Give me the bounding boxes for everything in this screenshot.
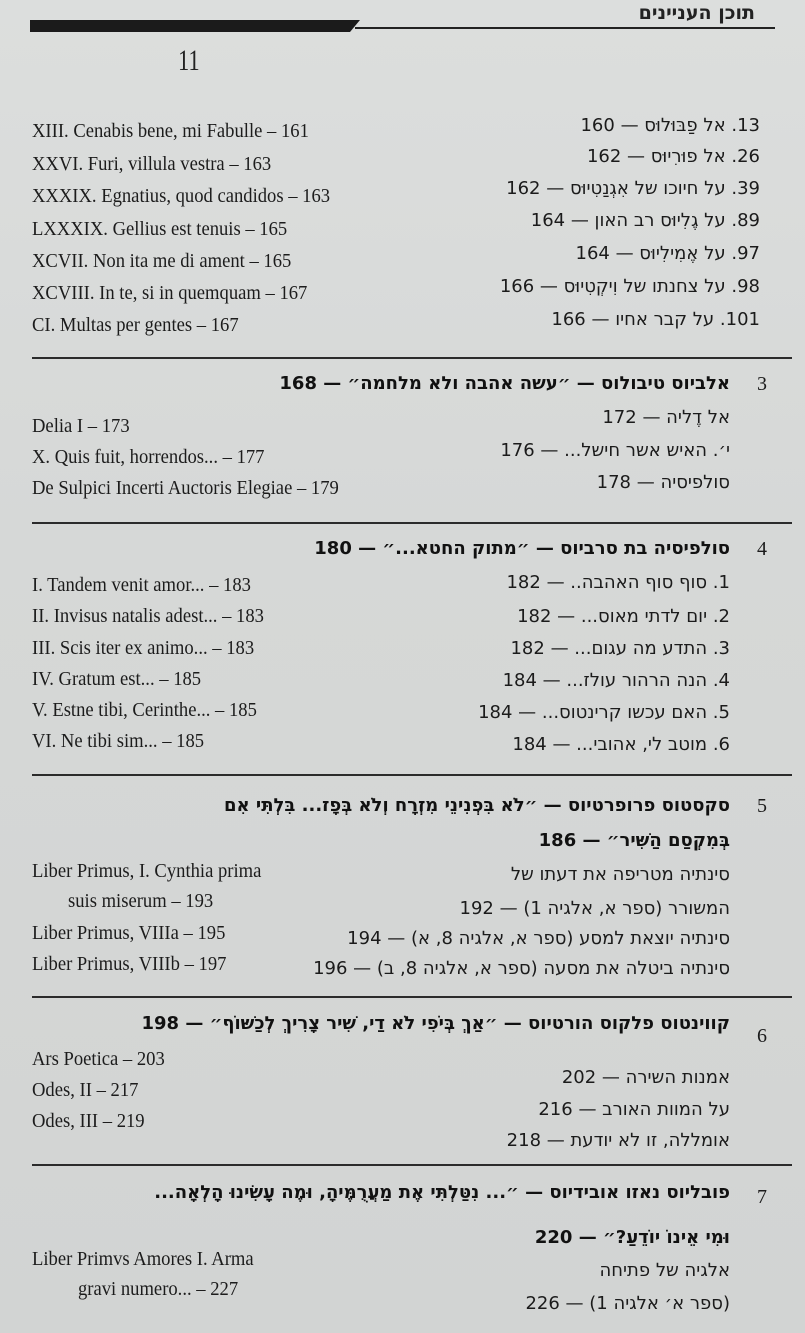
section-number: 5 [757, 795, 767, 817]
section-number: 7 [757, 1186, 767, 1208]
toc-entry-hebrew: 3. התדע מה עגום... — 182 [510, 638, 730, 659]
toc-entry-latin: XXVI. Furi, villula vestra – 163 [32, 153, 272, 175]
toc-entry-latin: Ars Poetica – 203 [32, 1048, 165, 1070]
toc-entry-hebrew: סינתיה מטריפה את דעתו של [510, 864, 730, 885]
toc-entry-latin: Odes, II – 217 [32, 1079, 139, 1101]
toc-entry-latin: VI. Ne tibi sim... – 185 [32, 730, 205, 752]
toc-entry-hebrew: סולפיסיה — 178 [596, 472, 730, 493]
section-title: פובליוס נאזו אובידיוס — ״... נִטַּלְתִּי אֶת מַעֲרֻמֶּיהָ, וּמֶה עָשִׂינוּ הָלְאָה... [154, 1182, 730, 1203]
header-thick-rule [30, 20, 360, 32]
toc-entry-hebrew: אל דֶליה — 172 [602, 407, 730, 428]
toc-entry-latin: X. Quis fuit, horrendos... – 177 [32, 446, 265, 468]
toc-entry-latin: IV. Gratum est... – 185 [32, 668, 202, 690]
toc-entry-latin: Liber Primus, VIIIb – 197 [32, 953, 227, 975]
toc-entry-latin: II. Invisus natalis adest... – 183 [32, 605, 264, 627]
section-title-continued: בְּמִקְסַם הַשִּׁיר״ — 186 [538, 830, 730, 851]
page-number: 11 [178, 44, 200, 77]
section-divider [32, 774, 792, 776]
toc-entry-hebrew: אלגיה של פתיחה [599, 1260, 730, 1281]
toc-entry-latin-continued: gravi numero... – 227 [78, 1278, 239, 1300]
toc-entry-hebrew: 5. האם עכשו קרינטוס... — 184 [478, 702, 730, 723]
toc-entry-latin: Liber Primus, VIIIa – 195 [32, 922, 226, 944]
toc-entry-latin: Delia I – 173 [32, 415, 130, 437]
toc-entry-latin: Liber Primvs Amores I. Arma [32, 1248, 254, 1270]
section-title: אלביוס טיבולוס — ״עשה אהבה ולא מלחמה״ — 168 [279, 373, 730, 394]
section-title: סקסטוס פרופרטיוס — ״לֹא בִּפְנִינֵי מִזְרָח וְלֹא בְּפָז... בִּלְתִּי אִם [224, 795, 730, 816]
toc-entry-hebrew: 98. על צחנתו של וִיקְטִיוּס — 166 [499, 276, 760, 297]
toc-entry-hebrew: 13. אל פַבּוּלוּס — 160 [580, 115, 760, 136]
section-title: סולפיסיה בת סרביוס — ״מתוק החטא...״ — 180 [314, 538, 730, 559]
toc-entry-hebrew: על המוות האורב — 216 [538, 1099, 730, 1120]
toc-entry-hebrew: 26. אל פוּרִיוּס — 162 [586, 146, 760, 167]
toc-entry-latin: XXXIX. Egnatius, quod candidos – 163 [32, 185, 331, 207]
toc-entry-hebrew: אומללה, זו לא יודעת — 218 [506, 1130, 730, 1151]
toc-entry-latin: Odes, III – 219 [32, 1110, 145, 1132]
toc-entry-latin: XCVIII. In te, si in quemquam – 167 [32, 282, 308, 304]
toc-entry-hebrew: 4. הנה הרהור עולז... — 184 [502, 670, 730, 691]
toc-entry-hebrew-continued: המשורר (ספר א, אלגיה 1) — 192 [459, 898, 730, 919]
toc-entry-latin: XCVII. Non ita me di ament – 165 [32, 250, 292, 272]
toc-entry-hebrew-continued: (ספר א׳ אלגיה 1) — 226 [525, 1293, 730, 1314]
section-number: 4 [757, 538, 767, 560]
toc-entry-hebrew: סינתיה יוצאת למסע (ספר א, אלגיה 8, א) — 194 [347, 928, 730, 949]
section-divider [32, 522, 792, 524]
section-divider [32, 1164, 792, 1166]
toc-entry-hebrew: י׳. האיש אשר חישל... — 176 [500, 440, 730, 461]
toc-entry-hebrew: סינתיה ביטלה את מסעה (ספר א, אלגיה 8, ב) — 196 [313, 958, 730, 979]
toc-entry-latin: De Sulpici Incerti Auctoris Elegiae – 179 [32, 477, 339, 499]
section-divider [32, 357, 792, 359]
toc-entry-hebrew: 1. סוף סוף האהבה.. — 182 [506, 572, 730, 593]
section-title: קווינטוס פלקוס הורטיוס — ״אַךְ בְּיֹפִי לֹא דַי, שִׁיר צָרִיךְ לְכַשּׁוֹף״ — 198 [141, 1013, 730, 1034]
toc-entry-latin: CI. Multas per gentes – 167 [32, 314, 239, 336]
toc-entry-hebrew: 97. על אֶמִילִיוּס — 164 [575, 243, 760, 264]
toc-entry-latin: III. Scis iter ex animo... – 183 [32, 637, 255, 659]
toc-entry-hebrew: 39. על חיוכו של אִגְנַטִיוּס — 162 [506, 178, 760, 199]
toc-entry-latin: XIII. Cenabis bene, mi Fabulle – 161 [32, 120, 309, 142]
toc-entry-latin-continued: suis miserum – 193 [68, 890, 214, 912]
toc-entry-hebrew: 6. מוטב לי, אהובי... — 184 [512, 734, 730, 755]
header-thin-rule [355, 27, 775, 29]
section-number: 3 [757, 373, 767, 395]
section-title-continued: וּמִי אֵינוֹ יוֹדֵעַ?״ — 220 [534, 1227, 730, 1248]
toc-entry-latin: Liber Primus, I. Cynthia prima [32, 860, 262, 882]
toc-entry-latin: I. Tandem venit amor... – 183 [32, 574, 251, 596]
section-number: 6 [757, 1025, 767, 1047]
running-head: תוכן העניינים [638, 2, 755, 24]
section-divider [32, 996, 792, 998]
toc-entry-hebrew: 101. על קבר אחיו — 166 [551, 309, 760, 330]
toc-entry-latin: V. Estne tibi, Cerinthe... – 185 [32, 699, 257, 721]
toc-entry-latin: LXXXIX. Gellius est tenuis – 165 [32, 218, 288, 240]
toc-entry-hebrew: אמנות השירה — 202 [561, 1067, 730, 1088]
toc-entry-hebrew: 89. על גֶלִיוּס רב האון — 164 [530, 210, 760, 231]
toc-entry-hebrew: 2. יום לדתי מאוס... — 182 [517, 606, 730, 627]
